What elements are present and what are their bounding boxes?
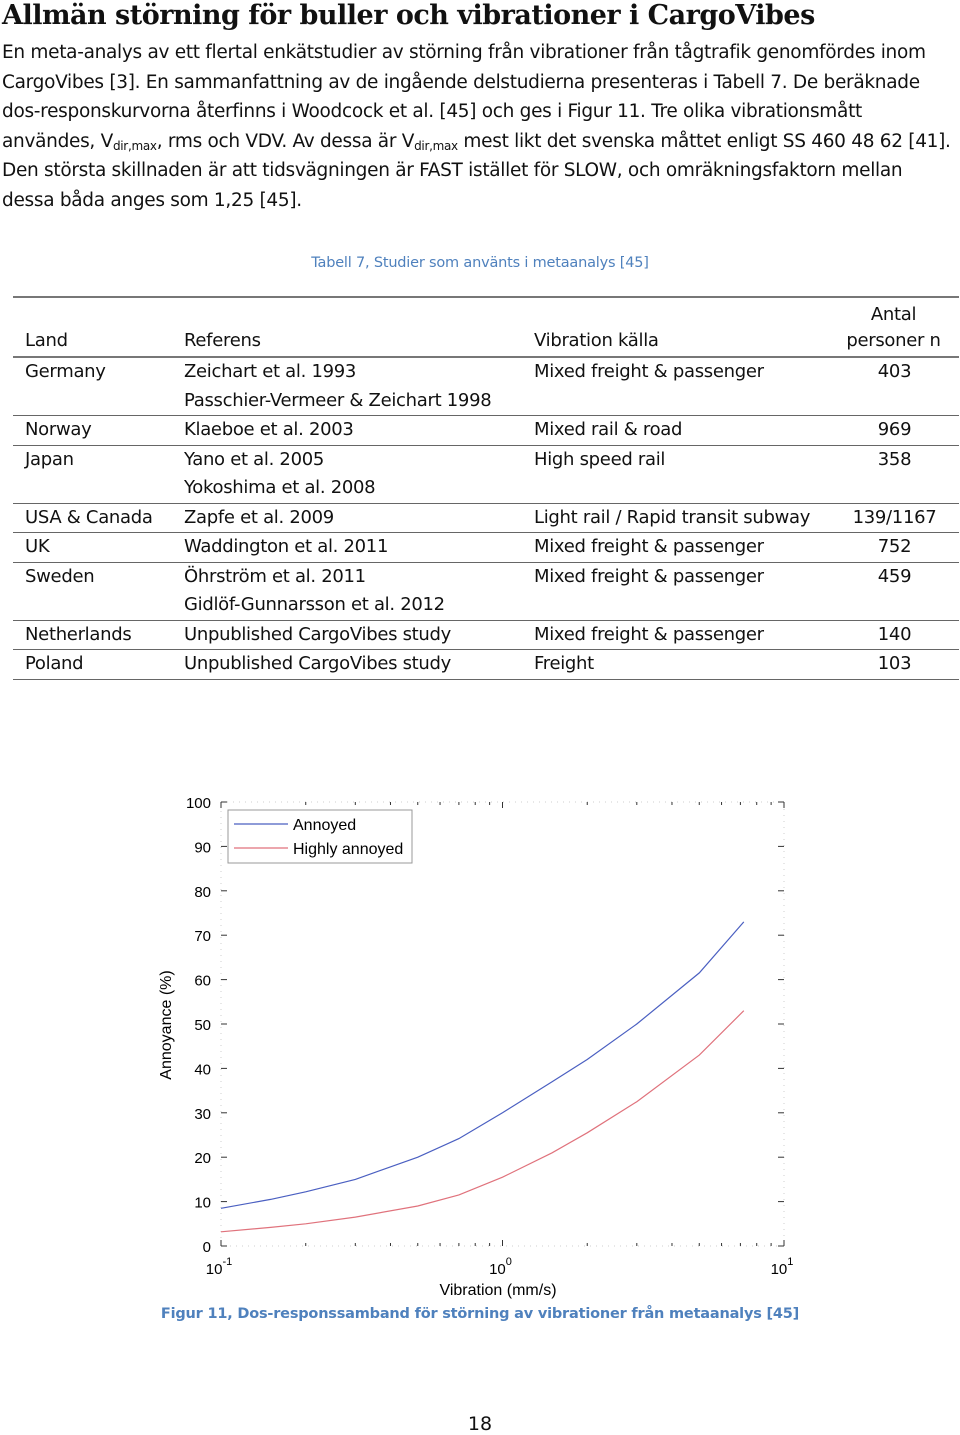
body-paragraph <box>2 38 958 215</box>
reference-primary: Klaeboe et al. 2003 <box>184 419 354 440</box>
legend-label: Annoyed <box>293 817 357 834</box>
cell-antal: 752 <box>830 533 959 563</box>
cell-referens <box>172 620 522 650</box>
y-tick-label: 80 <box>194 883 211 901</box>
cell-antal: 969 <box>830 416 959 446</box>
table-row <box>13 650 959 680</box>
cell-land: Germany <box>13 357 172 416</box>
subscript-dir-max-1: dir,max <box>112 138 157 153</box>
cell-antal: 140 <box>830 620 959 650</box>
cell-antal: 459 <box>830 562 959 620</box>
cell-vibration-source: Mixed freight & passenger <box>522 562 830 620</box>
y-tick-label: 60 <box>194 972 211 990</box>
cell-land: UK <box>13 533 172 563</box>
table-caption: Tabell 7, Studier som använts i metaanalys [45] <box>311 255 649 271</box>
cell-referens <box>172 562 522 620</box>
reference-primary: Zeichart et al. 1993 <box>184 361 357 382</box>
cell-vibration-source: Mixed freight & passenger <box>522 533 830 563</box>
table-row <box>13 357 959 416</box>
table-row <box>13 445 959 503</box>
cell-referens <box>172 650 522 680</box>
header-vibration-source: Vibration källa <box>522 297 830 357</box>
cell-land: Netherlands <box>13 620 172 650</box>
table-row <box>13 416 959 446</box>
studies-table <box>13 296 959 680</box>
header-referens: Referens <box>172 297 522 357</box>
x-tick-exponent: 1 <box>787 1256 794 1268</box>
cell-vibration-source: High speed rail <box>522 445 830 503</box>
y-tick-label: 0 <box>202 1239 211 1256</box>
y-tick-label: 100 <box>185 795 211 812</box>
cell-referens <box>172 533 522 563</box>
reference-primary: Unpublished CargoVibes study <box>184 623 452 645</box>
cell-land: Norway <box>13 416 172 446</box>
header-land: Land <box>13 297 172 357</box>
axis-ticks <box>221 802 784 1246</box>
x-tick-exponent: 0 <box>505 1256 512 1268</box>
cell-referens <box>172 503 522 533</box>
table-row <box>13 533 959 563</box>
x-tick-labels <box>206 1256 794 1278</box>
table-row <box>13 562 959 620</box>
cell-antal: 139/1167 <box>830 503 959 533</box>
header-antal <box>830 297 959 357</box>
table-row <box>13 503 959 533</box>
x-tick-label <box>771 1256 794 1278</box>
cell-referens <box>172 445 522 503</box>
header-antal-line1: Antal <box>870 304 917 325</box>
cell-vibration-source: Mixed freight & passenger <box>522 357 830 416</box>
chart-legend <box>228 810 412 863</box>
figure-caption: Figur 11, Dos-responssamband för störning av vibrationer från metaanalys [45] <box>160 1306 800 1322</box>
y-tick-label: 10 <box>194 1194 211 1212</box>
paragraph-text-1: En meta-analys av ett flertal enkätstudier av störning från vibrationer från tågtrafik genomfördes inom CargoVibes [3]. En sammanfattning av de ingående delstudierna presenteras i Tabell 7. De beräknade dos-responskurvorna återfinns i Woodcock et al. [45] och ges i Figur 11. Tre olika vibrationsmått användes, V <box>2 42 926 152</box>
x-tick-base: 10 <box>489 1261 506 1278</box>
paragraph-text-2: , rms och VDV. Av dessa är V <box>156 130 415 152</box>
cell-land: Sweden <box>13 562 172 620</box>
legend-label: Highly annoyed <box>293 841 404 858</box>
highly-annoyed-curve <box>221 1011 744 1232</box>
series-lines <box>221 922 744 1232</box>
y-tick-label: 30 <box>194 1105 211 1123</box>
y-tick-labels <box>186 795 211 1256</box>
table-row <box>13 620 959 650</box>
reference-primary: Zapfe et al. 2009 <box>184 506 334 528</box>
page-number: 18 <box>467 1413 493 1435</box>
x-tick-exponent: -1 <box>222 1256 233 1268</box>
dose-response-chart <box>0 780 960 1310</box>
x-tick-base: 10 <box>770 1261 788 1278</box>
page-title: Allmän störning för buller och vibrationer i CargoVibes <box>2 0 815 31</box>
reference-secondary: Passchier-Vermeer & Zeichart 1998 <box>184 389 492 411</box>
y-axis-label: Annoyance (%) <box>158 970 175 1080</box>
reference-primary: Yano et al. 2005 <box>184 448 325 470</box>
cell-land: Japan <box>13 445 172 503</box>
header-antal-line2: personer n <box>846 330 941 351</box>
cell-land: USA & Canada <box>13 503 172 533</box>
plot-border <box>221 802 784 1246</box>
y-tick-label: 50 <box>194 1017 211 1034</box>
reference-primary: Unpublished CargoVibes study <box>184 653 452 674</box>
table-header-row <box>13 297 959 357</box>
cell-vibration-source: Mixed freight & passenger <box>522 620 830 650</box>
cell-land: Poland <box>13 650 172 680</box>
annoyed-curve <box>221 922 744 1208</box>
x-tick-label <box>206 1256 232 1278</box>
cell-referens <box>172 416 522 446</box>
cell-antal: 103 <box>830 650 959 680</box>
x-tick-base: 10 <box>205 1261 223 1278</box>
subscript-dir-max-2: dir,max <box>414 138 458 153</box>
reference-secondary: Gidlöf-Gunnarsson et al. 2012 <box>184 594 445 615</box>
reference-secondary: Yokoshima et al. 2008 <box>184 477 376 498</box>
x-axis-label: Vibration (mm/s) <box>439 1282 557 1299</box>
reference-primary: Waddington et al. 2011 <box>184 536 389 557</box>
cell-vibration-source: Freight <box>522 650 830 680</box>
y-tick-label: 70 <box>194 928 211 946</box>
y-tick-label: 40 <box>194 1061 211 1079</box>
cell-antal: 358 <box>830 445 959 503</box>
x-tick-label <box>489 1256 512 1278</box>
y-tick-label: 90 <box>194 839 211 857</box>
cell-vibration-source: Light rail / Rapid transit subway <box>522 503 830 533</box>
table-body <box>13 357 959 679</box>
paragraph-text-3: mest likt det svenska måttet enligt SS 460 48 62 [41]. Den största skillnaden är att tidsvägningen är FAST istället för SLOW, och omräkningsfaktorn mellan dessa båda anges som 1,25 [45]. <box>2 130 951 211</box>
cell-vibration-source: Mixed rail & road <box>522 416 830 446</box>
cell-antal: 403 <box>830 357 959 416</box>
y-tick-label: 20 <box>194 1150 211 1168</box>
plot-frame <box>221 802 784 1246</box>
cell-referens <box>172 357 522 416</box>
reference-primary: Öhrström et al. 2011 <box>184 565 366 587</box>
